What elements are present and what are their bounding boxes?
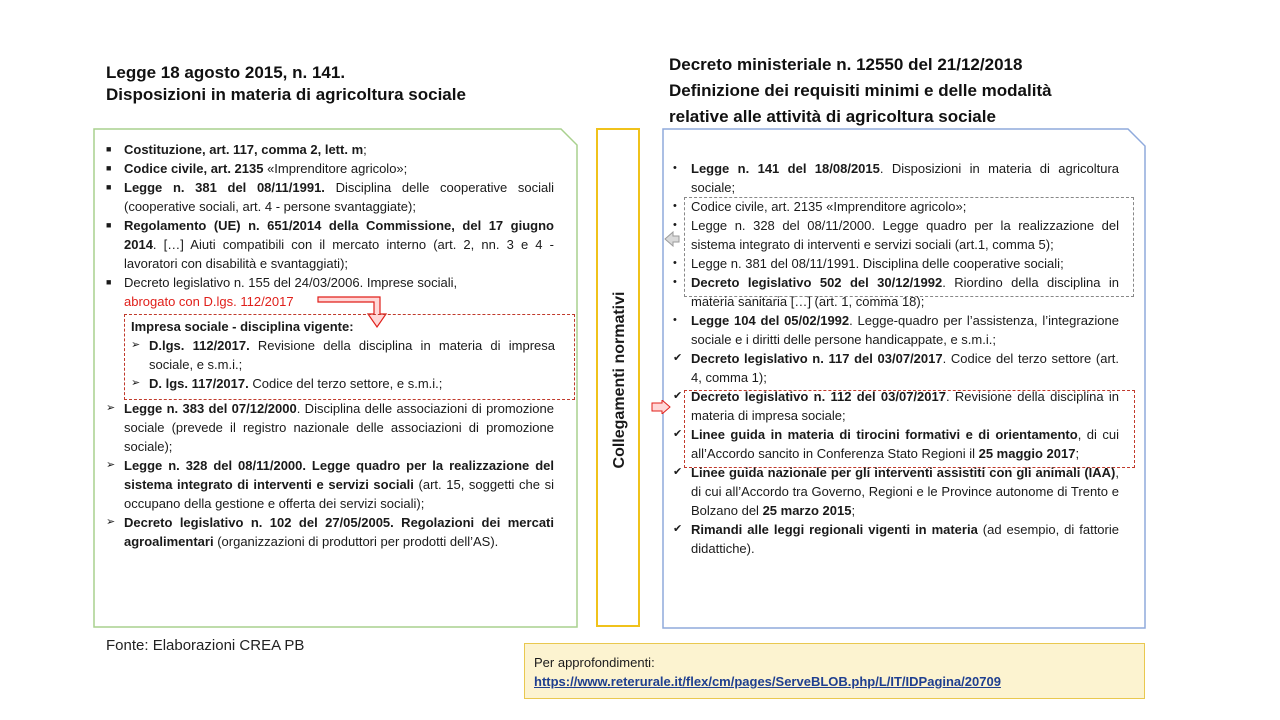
source-note: Fonte: Elaborazioni CREA PB [106,637,305,654]
list-item: ✔ Rimandi alle leggi regionali vigenti in materia (ad esempio, di fattorie didattiche). [673,522,1119,556]
abrogated-note: abrogato con D.lgs. 112/2017 [124,294,294,309]
list-item: • Legge 104 del 05/02/1992. Legge-quadro per l’assistenza, l’integrazione sociale e i diritti delle persone handicappate, e s.m.i.; [673,313,1120,347]
more-info-box [524,643,1145,699]
middle-panel [596,128,640,627]
left-title-line2: Disposizioni in materia di agricoltura sociale [106,85,466,104]
list-item: ➢ Legge n. 383 del 07/12/2000. Disciplina delle associazioni di promozione sociale (prevede il registro nazionale delle associazioni di promozione sociale); [106,401,554,454]
more-info-link[interactable]: https://www.reterurale.it/flex/cm/pages/ServeBLOB.php/L/IT/IDPagina/20709 [534,674,1001,689]
list-item: ➢ Legge n. 328 del 08/11/2000. Legge quadro per la realizzazione del sistema integrato di interventi e servizi sociali (art. 15, soggetti che si occupano della gestione e offerta dei servizi sociali); [106,458,555,511]
left-title [106,62,466,106]
right-title [669,52,1052,130]
list-item: ■ Codice civile, art. 2135 «Imprenditore agricolo»; [106,161,408,176]
list-item: • Decreto legislativo 502 del 30/12/1992. Riordino della disciplina in materia sanitaria […] (art. 1, comma 18); [673,275,1119,309]
sub-content [131,317,555,393]
list-item: • Legge n. 381 del 08/11/1991. Disciplina delle cooperative sociali; [673,256,1064,271]
list-item: • Legge n. 141 del 18/08/2015. Disposizioni in materia di agricoltura sociale; [673,161,1119,195]
right-title-line2: Definizione dei requisiti minimi e delle modalità [669,81,1052,100]
right-title-line3: relative alle attività di agricoltura sociale [669,107,996,126]
list-item: ■ Decreto legislativo n. 155 del 24/03/2006. Imprese sociali, abrogato con D.lgs. 112/2017 [106,275,458,309]
left-title-line1: Legge 18 agosto 2015, n. 141. [106,63,346,82]
left-content [106,140,554,311]
list-item: ✔ Decreto legislativo n. 112 del 03/07/2017. Revisione della disciplina in materia di impresa sociale; [673,389,1120,423]
more-info-label: Per approfondimenti: [534,655,655,670]
list-item: ✔ Linee guida in materia di tirocini formativi e di orientamento, di cui all’Accordo sancito in Conferenza Stato Regioni il 25 maggio 2017; [673,427,1120,461]
list-item: • Codice civile, art. 2135 «Imprenditore agricolo»; [673,199,967,214]
list-item: ➢ D. lgs. 117/2017. Codice del terzo settore, e s.m.i.; [131,376,443,391]
arrow-right-icon [651,400,671,414]
list-item: ■ Costituzione, art. 117, comma 2, lett. m; [106,142,367,157]
list-item: • Legge n. 328 del 08/11/2000. Legge quadro per la realizzazione del sistema integrato di interventi e servizi sociali (art.1, comma 5); [673,218,1119,252]
middle-label: Collegamenti normativi [611,291,628,468]
list-item: ✔ Linee guida nazionale per gli interventi assistiti con gli animali (IAA), di cui all’Accordo tra Governo, Regioni e le Province autonome di Trento e Bolzano del 25 marzo 2015; [673,465,1119,518]
list-item: ➢ D.lgs. 112/2017. Revisione della disciplina in materia di impresa sociale, e s.m.i.; [131,338,555,372]
list-item: ➢ Decreto legislativo n. 102 del 27/05/2005. Regolazioni dei mercati agroalimentari (organizzazioni di produttori per prodotti dell’AS). [106,515,554,549]
sub-heading: Impresa sociale - disciplina vigente: [131,319,354,334]
list-item: ✔ Decreto legislativo n. 117 del 03/07/2017. Codice del terzo settore (art. 4, comma 1); [673,351,1119,385]
right-title-line1: Decreto ministeriale n. 12550 del 21/12/2018 [669,55,1023,74]
list-item: ■ Regolamento (UE) n. 651/2014 della Commissione, del 17 giugno 2014. […] Aiuti compatibili con il mercato interno (art. 2, nn. 3 e 4 - lavoratori con disabilità e svantaggiati); [106,218,554,271]
right-content [673,159,1119,558]
left-content-2 [106,399,554,551]
list-item: ■ Legge n. 381 del 08/11/1991. Disciplina delle cooperative sociali (cooperative sociali, art. 4 - persone svantaggiate); [106,180,554,214]
